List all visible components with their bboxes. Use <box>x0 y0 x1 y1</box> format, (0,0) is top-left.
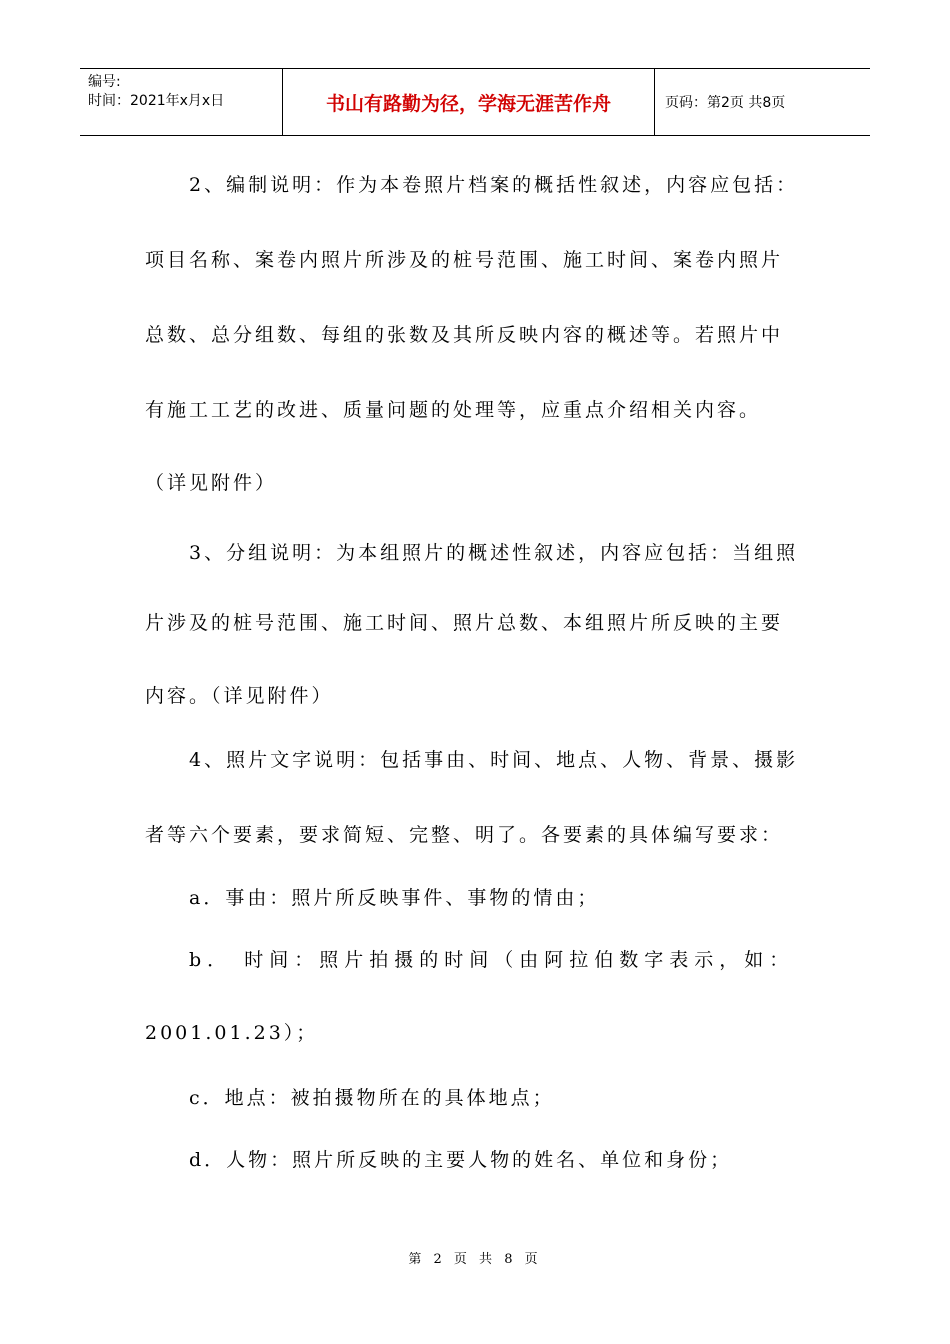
document-time-label: 时间：2021年x月x日 <box>88 93 225 109</box>
paragraph-line: 内容。（详见附件） <box>145 685 334 707</box>
paragraph-line: 4、照片文字说明：包括事由、时间、地点、人物、背景、摄影 <box>189 749 799 771</box>
paragraph-line: 者等六个要素，要求简短、完整、明了。各要素的具体编写要求： <box>145 824 784 846</box>
header-page-number: 页码：第2页 共8页 <box>665 95 786 111</box>
page-footer: 第 2 页 共 8 页 <box>408 1252 542 1267</box>
paragraph-line: b． 时间：照片拍摄的时间（由阿拉伯数字表示，如： <box>189 949 795 971</box>
header-meta <box>80 69 283 135</box>
paragraph-line: 有施工工艺的改进、质量问题的处理等，应重点介绍相关内容。 <box>145 399 762 421</box>
paragraph-line: c．地点：被拍摄物所在的具体地点； <box>189 1087 555 1109</box>
document-number-label: 编号: <box>88 74 121 90</box>
header-motto: 书山有路勤为径，学海无涯苦作舟 <box>283 69 655 135</box>
paragraph-line: 项目名称、案卷内照片所涉及的桩号范围、施工时间、案卷内照片 <box>145 249 784 271</box>
paragraph-line: 3、分组说明：为本组照片的概述性叙述，内容应包括：当组照 <box>189 542 799 564</box>
page-header <box>80 68 870 136</box>
paragraph-line: d．人物：照片所反映的主要人物的姓名、单位和身份； <box>189 1149 733 1171</box>
paragraph-line: 片涉及的桩号范围、施工时间、照片总数、本组照片所反映的主要 <box>145 612 784 634</box>
paragraph-line: （详见附件） <box>145 472 278 494</box>
paragraph-line: 2、编制说明：作为本卷照片档案的概括性叙述，内容应包括： <box>189 174 799 196</box>
paragraph-line: 总数、总分组数、每组的张数及其所反映内容的概述等。若照片中 <box>145 324 784 346</box>
paragraph-line: 2001.01.23）； <box>145 1022 319 1044</box>
paragraph-line: a．事由：照片所反映事件、事物的情由； <box>189 887 600 909</box>
